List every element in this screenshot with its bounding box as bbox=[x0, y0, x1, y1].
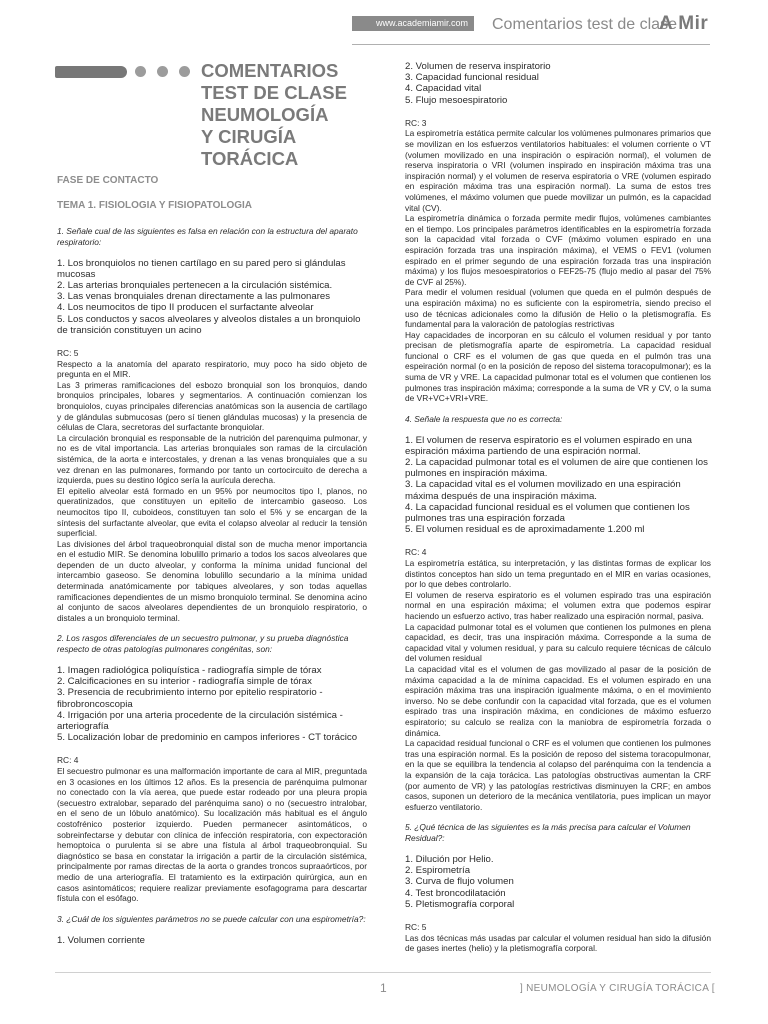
option: 1. Dilución por Helio. bbox=[405, 853, 494, 865]
option: 1. Volumen corriente bbox=[57, 934, 145, 946]
explanation-paragraph: La circulación bronquial es responsable de la nutrición del parenquima pulmonar, y no es de vital importancia. Las arterias bronquiales son ramas de la circulación sistémica, de la aorta e intercostales, y drenan a las venas bronquiales que a su vez drenan en las pulmonares, formando por tanto un cortocircuito de derecha a izquierda, pues su destino lógico sería la aurícula derecha. bbox=[57, 432, 367, 486]
question-3-options-left bbox=[57, 935, 367, 946]
explanation-paragraph: El epitelio alveolar está formado en un 95% por neumocitos tipo I, planos, no queratinizados, que constituyen un epitelio de intercambio gaseoso. Los neumocitos tipo II, cuboideos, constituyen tan solo el 5% y se encargan de la síntesis del surfactante alveolar, que evita el colapso alveolar al reducir la tensión superficial. bbox=[57, 485, 367, 539]
document-title bbox=[201, 60, 381, 170]
option: 5. Pletismografía corporal bbox=[405, 898, 515, 910]
option: 1. Los bronquiolos no tienen cartílago en su pared pero si glándulas mucosas bbox=[57, 257, 346, 280]
explanation-paragraph: La espirometría dinámica o forzada permite medir flujos, volúmenes cambiantes en el tiempo. Los principales parámetros identificables en la espirometría forzada son la capacidad vital forzada o CVF (máximo volumen espirado en una espiración forzada tras una inspiración máxima), el VEMS o FEV1 (volumen espirado en el primer segundo de una espiración forzada tras una inspiración máxima) y los flujos mesoespiratorios o FEF25-75 (flujo medio al pasar del 75% de CVF al 25%). bbox=[405, 213, 711, 287]
option: 5. El volumen residual es de aproximadamente 1.200 ml bbox=[405, 524, 645, 536]
question-3-options-right bbox=[405, 61, 711, 106]
option: 1. Imagen radiológica poliquística - radiografía simple de tórax bbox=[57, 665, 322, 677]
explanation-paragraph: La espirometría estática permite calcular los volúmenes pulmonares primarios que se movilizan en los esfuerzos ventilatorios habituales: el volumen corriente o VT (volumen movilizado en una inspiración o espiración normal), el volumen de reserva inspiratoria o VRI (volumen inspirado en inspiración máxima tras una inspiración normal) y el volumen de reserva espiratoria o VRE (volumen espirado en espiración máxima tras una espiración normal). La suma de estos tres volúmenes, el máximo volumen que puede movilizar un pulmón, es la capacidad vital (CV). bbox=[405, 128, 711, 213]
option: 4. Test broncodilatación bbox=[405, 887, 506, 899]
title-decoration-dot bbox=[179, 66, 190, 77]
question-1-text: 1. Señale cual de las siguientes es falsa en relación con la estructura del aparato respiratorio: bbox=[57, 226, 358, 247]
question-2-options bbox=[57, 665, 367, 743]
explanation-paragraph: El volumen de reserva espiratorio es el volumen espirado tras una espiración normal en una espiración máxima; el volumen extra que podemos espirar haciendo un esfuerzo activo, tras haber realizado una espiración normal, pasiva. bbox=[405, 589, 711, 622]
explanation-paragraph: Las 3 primeras ramificaciones del esbozo bronquial son los bronquios, dando bronquios principales, lobares y segmentarios. A continuación comienzan los bronquiolos, cuyas principales diferencias anatómicas son la ausencia de cartílago y de glándulas submucosas (pero sí tienen glándulas mucosas) y la presencia de células de Clara, secretoras del surfactante bronquiolar. bbox=[57, 379, 367, 433]
page-header bbox=[0, 12, 768, 40]
option: 2. Espirometría bbox=[405, 865, 471, 877]
option: 4. Capacidad vital bbox=[405, 83, 482, 95]
explanation-paragraph: Las divisiones del árbol traqueobronquial distal son de mucha menor importancia en el estudio MIR. Se denomina lobulillo primario a todos los sacos alveolares que dependen de un ducto alveolar, y conforma la mínima unidad funcional del intercambio gaseoso. Se denomina lobulillo secundario a la mínima unidad determinada anatómicamente por tabiques alveolares, y son todas aquellas ramificaciones dependientes de un mismo bronquiolo terminal. Se denomina acino al conjunto de sacos alveolares dependientes de un bronquiolo respiratorio, o distales a un bronquiolo terminal. bbox=[57, 538, 367, 623]
title-line: TORÁCICA bbox=[201, 148, 299, 169]
right-column bbox=[405, 61, 711, 954]
explanation-paragraph: La capacidad vital es el volumen de gas movilizado al pasar de la posición de máxima capacidad a la de mínima capacidad. Es el volumen espirado en una espiración máxima tras una inspiración igualmente máxima, o en el movimiento inverso. No se debe confundir con la capacidad vital forzada, que es el volumen espirado tras una inspiración máxima, en condiciones de máximo esfuerzo espiratorio; su calculo se realiza con la maniobra de espirometría forzada o dinámica. bbox=[405, 664, 711, 738]
website-url-bar bbox=[352, 16, 474, 31]
option: 2. Calcificaciones en su interior - radiografía simple de tórax bbox=[57, 676, 312, 688]
option: 2. Volumen de reserva inspiratorio bbox=[405, 61, 551, 72]
question-5-options bbox=[405, 854, 711, 910]
title-line: COMENTARIOS bbox=[201, 60, 339, 81]
page-number: 1 bbox=[380, 981, 387, 995]
question-3-text: 3. ¿Cuál de los siguientes parámetros no se puede calcular con una espirometría?: bbox=[57, 913, 366, 924]
option: 4. Irrigación por una arteria procedente de la circulación sistémica - arteriografía bbox=[57, 709, 343, 733]
option: 1. El volumen de reserva espiratorio es el volumen espirado en una espiración máxima partiendo de una espiración normal. bbox=[405, 434, 692, 457]
option: 3. Presencia de recubrimiento interno por epitelio respiratorio - fibrobroncoscopia bbox=[57, 687, 323, 710]
question-4-options bbox=[405, 435, 711, 536]
title-decoration-bar bbox=[55, 66, 127, 78]
question-4-answer: RC: 4 bbox=[405, 547, 427, 558]
option: 5. Flujo mesoespiratorio bbox=[405, 94, 508, 106]
question-2-text: 2. Los rasgos diferenciales de un secuestro pulmonar, y su prueba diagnóstica respecto de otras patologías pulmonares congénitas, son: bbox=[57, 633, 349, 655]
option: 5. Los conductos y sacos alveolares y alveolos distales a un bronquiolo de transición constituyen un acino bbox=[57, 313, 361, 336]
title-decoration-dot bbox=[157, 66, 168, 77]
topic-heading: TEMA 1. FISIOLOGIA Y FISIOPATOLOGIA bbox=[57, 200, 253, 211]
question-1-options bbox=[57, 258, 367, 336]
option: 3. Capacidad funcional residual bbox=[405, 72, 539, 84]
title-line: Y CIRUGÍA bbox=[201, 126, 297, 147]
question-1-answer: RC: 5 bbox=[57, 348, 79, 359]
question-3-answer: RC: 3 bbox=[405, 117, 427, 128]
title-line: NEUMOLOGÍA bbox=[201, 104, 329, 125]
explanation-paragraph: La capacidad residual funcional o CRF es el volumen que contienen los pulmones tras una espiración normal. Es la posición de reposo del sistema toracopulmonar, en la que se equilibra la tendencia al colapso del parénquima con la tendencia a la expansión de la caja torácica. Las patologías obstructivas aumentan la CRF (por aumento de VR) y las patologías restrictivas disminuyen la CRF; en ambos casos, suponen un deterioro de la mecánica ventilatoria, pues implican un mayor esfuerzo ventilatorio. bbox=[405, 738, 711, 812]
brand-logo: A Mir bbox=[659, 13, 709, 34]
explanation-paragraph: Hay capacidades de incorporan en su cálculo el volumen residual y por tanto precisan de pletismografía aparte de espirometría. La capacidad residual funcional o CRF es el volumen de gas que queda en el pulmón tras una espeiración normal (o en la posición de reposo del sistema toracopulmonar); es la suma de VR y VRE. La capacidad pulmonar total es el volumen que contienen los pulmones tras inspiración máxima; corresponde a la suma de VR y CV, o la suma de VR+VC+VRI+VRE. bbox=[405, 329, 711, 404]
option: 4. Los neumocitos de tipo II producen el surfactante alveolar bbox=[57, 302, 314, 314]
phase-heading: FASE DE CONTACTO bbox=[57, 175, 159, 186]
title-line: TEST DE CLASE bbox=[201, 82, 347, 103]
footer-section-title: ] NEUMOLOGÍA Y CIRUGÍA TORÁCICA [ bbox=[520, 983, 715, 994]
option: 3. Las venas bronquiales drenan directamente a las pulmonares bbox=[57, 291, 331, 303]
question-4-text: 4. Señale la respuesta que no es correcta: bbox=[405, 413, 563, 424]
title-decoration-dot bbox=[135, 66, 146, 77]
explanation-paragraph: La espirometría estática, su interpretación, y las distintas formas de explicar los distintos conceptos han sido un tema preguntado en el MIR en varias ocasiones, por lo que debes controlarlo. bbox=[405, 558, 711, 590]
header-rule bbox=[352, 44, 710, 45]
explanation-paragraph: La capacidad pulmonar total es el volumen que contienen los pulmones en plena capacidad, es decir, tras una inspiración máxima. Corresponde a la suma de capacidad vital y volumen residual, y para su calculo requiere técnicas de cálculo del volumen residual bbox=[405, 621, 711, 664]
explanation-paragraph: El secuestro pulmonar es una malformación importante de cara al MIR, preguntada en 3 ocasiones en los últimos 12 años. Es la presencia de parénquima pulmonar no conectado con la vía aerea, que puede estar rodeado por una pleura propia (secuestro extralobar, separado del parénquima sano) o no (secuestro intralobar, en el seno de un lóbulo anatómico). Su localización más habitual es el ángulo costofrénico posterior izquierdo. Pueden permanecer asintomáticos, o sobreinfectarse y debutar con clínica de infección respiratoria, con expectoración hemoptoica o purulenta si se abre una fístula al árbol traqueobronquial. Su diagnóstico se basa en constatar la irrigación a partir de la circulación sistémica, principalmente por ramas directas de la aorta o grandes troncos supraaórticos, por medio de una arteriografía. El tratamiento es la extirpación quirúrgica, aun en casos asintomáticos; requiere realizar previamente esofagograma para descartar fístula con el esófago. bbox=[57, 766, 367, 904]
question-5-text: 5. ¿Qué técnica de las siguientes es la más precisa para calcular el Volumen Residual?: bbox=[405, 822, 691, 844]
question-2-answer: RC: 4 bbox=[57, 755, 79, 766]
explanation-paragraph: Para medir el volumen residual (volumen que queda en el pulmón después de una espiración máxima) no es suficiente con la espirometría, siendo preciso el uso de técnicas adicionales como la difusión de Helio o la pletismografía. Es fundamental para la valoración de patologías restrictivas bbox=[405, 287, 711, 330]
option: 5. Localización lobar de predominio en campos inferiores - CT torácico bbox=[57, 732, 358, 744]
footer-rule bbox=[55, 972, 711, 973]
explanation-paragraph: Respecto a la anatomía del aparato respiratorio, muy poco ha sido objeto de pregunta en el MIR. bbox=[57, 358, 367, 380]
option: 2. Las arterias bronquiales pertenecen a la circulación sistémica. bbox=[57, 280, 333, 291]
option: 2. La capacidad pulmonar total es el volumen de aire que contienen los pulmones en inspiración máxima. bbox=[405, 457, 708, 480]
option: 3. Curva de flujo volumen bbox=[405, 876, 514, 888]
question-5-answer: RC: 5 bbox=[405, 921, 427, 932]
explanation-paragraph: Las dos técnicas más usadas par calcular el volumen residual han sido la difusión de gases inertes (helio) y la pletismografía corporal. bbox=[405, 932, 711, 954]
left-column bbox=[57, 226, 367, 958]
option: 3. La capacidad vital es el volumen movilizado en una espiración máxima después de una inspiración máxima. bbox=[405, 479, 681, 502]
website-url: www.academiamir.com bbox=[375, 18, 468, 28]
header-title: Comentarios test de clase bbox=[492, 16, 677, 33]
option: 4. La capacidad funcional residual es el volumen que contienen los pulmones tras una espiración forzada bbox=[405, 501, 690, 525]
